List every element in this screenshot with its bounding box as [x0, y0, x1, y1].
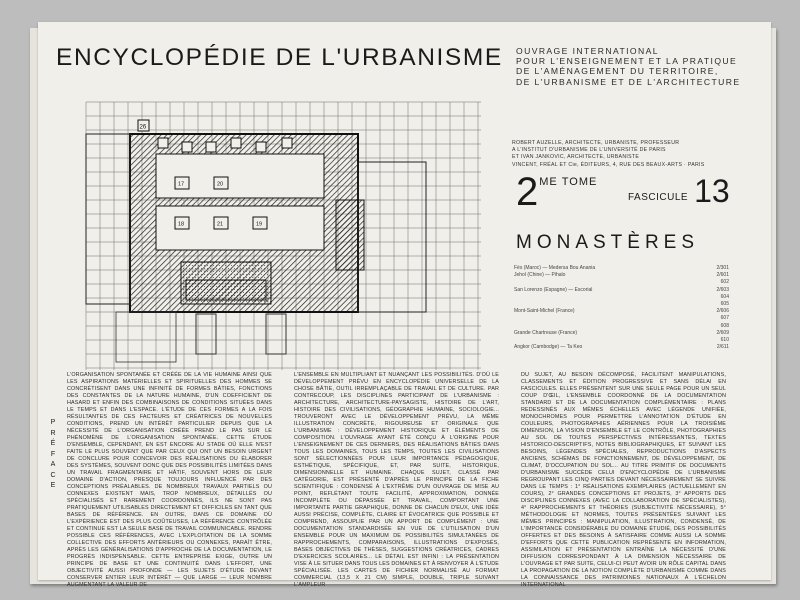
plan-label: 20	[217, 181, 224, 188]
contents-entry: Jehol (Chine) — Pihalo	[514, 272, 566, 279]
credits-line: ET IVAN JANKOVIC, ARCHITECTE, URBANISTE	[512, 154, 640, 161]
plan-label: 17	[178, 181, 185, 188]
contents-page: 2/301	[716, 265, 729, 271]
contents-row	[514, 315, 729, 322]
plan-label: 18	[178, 221, 185, 228]
contents-row	[514, 294, 729, 301]
preface-side-label	[48, 418, 58, 492]
contents-entry: Grande Chartreuse (France)	[514, 329, 578, 336]
tome-label	[516, 172, 597, 212]
contents-page: 2/606	[716, 308, 729, 315]
subtitle-line: DE L'AMÉNAGEMENT DU TERRITOIRE,	[516, 66, 719, 77]
contents-entry: Angkor (Cambodge) — Ta Keo	[514, 344, 583, 351]
contents-row	[514, 337, 729, 344]
contents-entry: Fès (Maroc) — Medersa Bou Anania	[514, 265, 596, 271]
encyclopedia-cover	[38, 22, 771, 588]
credits-block	[512, 140, 762, 169]
fascicule-word: FASCICULE	[628, 192, 689, 203]
contents-page: 2/609	[716, 329, 729, 336]
contents-row	[514, 287, 729, 294]
contents-row	[514, 323, 729, 330]
contents-row	[514, 301, 729, 308]
plan-label: 21	[217, 221, 224, 228]
preface-column: L'ORGANISATION SPONTANÉE ET CRÉÉE DE LA VIE HUMAINE AINSI QUE LES ASPIRATIONS MATÉRIELLES ET SPIRITUELLES DES HOMMES SE CONCRÉTISENT DANS UNE INFINITÉ DE FORMES BÂTIES, FONCTIONS DES CONSTANTES DE LA NATURE HUMAINE, D'UN COEFFICIENT DE HASARD ET ENFIN DES COMBINAISONS DE CONDITIONS SITUÉES DANS LE TEMPS ET DANS L'ESPACE. L'ÉTUDE DE CES FORMES A LA FOIS RÉSULTANTES DE CES FACTEURS ET CRÉATRICES DE NOUVELLES CONDITIONS, PREND UN INTÉRÊT PARTICULIER DEPUIS QUE LA NÉCESSITÉ DE L'ORGANISATION CRÉÉE PREND LE PAS SUR LE PHÉNOMÈNE DE L'ORGANISATION SPONTANÉE. CETTE ÉTUDE D'ENSEMBLE, CEPENDANT, EN EST ENCORE AU STADE OÙ ELLE N'EST FAITE LE PLUS SOUVENT QUE PAR CEUX QUI ONT UN BESOIN URGENT DE CONCLURE POUR CONCEVOIR DES RÉALISATIONS OU ÉLABORER DES SYSTÈMES, SOUVENT DONC QUE DES POSSIBILITÉS LIMITÉES DANS UN TRAVAIL FRAGMENTAIRE ET HÂTIF, SOUVENT HORS DE LEUR DOMAINE D'ACTION, PRESQUE TOUJOURS INFLUENCÉ PAR DES CONCEPTIONS PRÉALABLES. DE NOMBREUX TRAVAUX PARTIELS OU CONNEXES EXISTENT MAIS, TROP NOMBREUX, DÉTAILLÉS OU SPÉCIALISÉS ET RAREMENT COORDONNÉS, ILS NE SONT PAS PRATIQUEMENT UTILISABLES DIRECTEMENT ET DIFFICILES EN TANT QUE BASES DE RÉFÉRENCE. EN OUTRE, DANS CE DOMAINE OÙ L'EXPÉRIENCE EST DES PLUS COÛTEUSES, LA RÉFÉRENCE CONTRÔLÉE ET CONTINUE EST LA SEULE BASE DE TRAVAIL COMMUNICABLE. RENDRE POSSIBLE CES RÉFÉRENCES, AVEC L'EXPLOITATION DE LA SOMME COLLECTIVE DES EFFORTS ANTÉRIEURS OU CONNEXES, PARAÎT ÊTRE, APRÈS LES GÉNÉRALISATIONS D'APPROCHE DE LA DOCUMENTATION, LE PROGRÈS INDISPENSABLE. CETTE ENTREPRISE EXIGE, OUTRE UN PRINCIPE DE BASE ET UNE CONTINUITÉ DANS L'EFFORT, UNE OBJECTIVITÉ AUSSI PROFONDE — LES SUJETS D'ÉTUDE DEVANT CONSERVER ENTIER LEUR INTÉRÊT — QUE LARGE — LEUR NOMBRE AUGMENTANT LA VALEUR DE	[67, 372, 272, 588]
tome-number: 2	[516, 170, 539, 214]
monastery-plan-drawing	[86, 102, 481, 370]
tome-suffix: ME	[539, 176, 558, 188]
contents-page: 605	[720, 301, 729, 307]
tome-word: TOME	[561, 176, 598, 188]
contents-page: 2/601	[716, 272, 729, 279]
side-label-letter: E	[50, 482, 56, 489]
preface-column: L'ENSEMBLE EN MULTIPLIANT ET NUANÇANT LES POSSIBILITÉS. D'OÙ LE DÉVELOPPEMENT PRÉVU EN ENCYCLOPÉDIE UNIVERSELLE DE LA CHOSE BÂTIE, OUTIL IRREMPLAÇABLE DE TRAVAIL ET DE CULTURE. PAR CONTRECOUP, LES DISCIPLINES PARTICIPANT DE L'URBANISME : ARCHITECTURE, ARCHITECTURE-PAYSAGISTE, HISTOIRE DE L'ART, HISTOIRE DES CIVILISATIONS, GÉOGRAPHIE HUMAINE, SOCIOLOGIE... TROUVERONT AVEC LE DÉVELOPPEMENT PRÉVU, LA MÊME ILLUSTRATION CONCRÈTE, RIGOUREUSE ET ORIGINALE QUE L'URBANISME : DÉVELOPPEMENT HISTORIQUE ET ÉLÉMENTS DE COMPOSITION. L'OUVRAGE AYANT ÉTÉ CONÇU À L'ORIGINE POUR L'ENSEIGNEMENT DE CES DERNIERS, DES RÉALISATIONS BÂTIES DANS TOUS LES DOMAINES, TOUS LES TEMPS, TOUTES LES CIVILISATIONS SONT SÉLECTIONNÉES POUR LEUR IMPORTANCE PÉDAGOGIQUE, ESTHÉTIQUE, SPÉCIFIQUE, ET, PAR SUITE, HISTORIQUE, DIMENSIONNELLE ET HUMAINE. CHAQUE SUJET, CLASSÉ PAR CATÉGORIE, EST PRÉSENTÉ D'APRÈS LE PRINCIPE DE LA FICHE SCIENTIFIQUE : CONDENSÉ À L'EXTRÊME D'UN OUVRAGE DE MISE AU POINT, REFLÉTANT TOUTE FACILITÉ, APPROXIMATION, DONNÉE INCOMPLÈTE OU DÉPASSÉE ET TRAVAIL, COMPORTANT UNE IMPORTANTE PARTIE GRAPHIQUE, DONNE DE CHACUN D'EUX, UNE IDÉE AUSSI PRÉCISE, COMPLÈTE, CLAIRE ET ÉVOCATRICE QUE POSSIBLE ET COMPREND, ASSOUPLIE PAR UN APPORT DE COMPLÉMENT : UNE DOCUMENTATION STANDARDISÉE EN VUE DE L'UTILISATION D'UN ENSEMBLE POUR UN MAXIMUM DE POSSIBILITÉS SIMULTANÉES DE RAPPROCHEMENTS, COMPARAISONS, ILLUSTRATIONS D'EXPOSÉS, BASES OBJECTIVES DE THÈSES, SUGGESTIONS CRÉATRICES, CADRES D'EXERCICES SCOLAIRES... LE DÉTAIL EST INFINI : LA PRÉSENTATION VISE À LE SITUER DANS TOUS LES DOMAINES ET À RENVOYER À L'ÉTUDE SPÉCIALISÉE. LES CARTES DE FICHIER NORMALISÉ AU FORMAT COMMERCIAL (13,5 X 21 CM) SIMPLE, DOUBLE, TRIPLE SUIVANT L'AMPLEUR	[294, 372, 499, 588]
plan-label: 26	[139, 124, 147, 131]
subtitle-line: OUVRAGE INTERNATIONAL	[516, 46, 659, 56]
fascicule-number: 13	[694, 173, 730, 209]
credits-line: A L'INSTITUT D'URBANISME DE L'UNIVERSITÉ DE PARIS	[512, 147, 666, 154]
contents-page: 610	[720, 337, 729, 343]
fascicule-label	[628, 174, 730, 208]
subtitle-block	[516, 46, 760, 87]
contents-row	[514, 279, 729, 286]
plan-label: 19	[256, 221, 263, 228]
contents-page: 2/611	[716, 344, 729, 351]
contents-row	[514, 308, 729, 315]
contents-page: 2/603	[716, 286, 729, 293]
contents-row	[514, 272, 729, 279]
contents-row	[514, 330, 729, 337]
side-label-letter: F	[50, 450, 56, 458]
credits-line: ROBERT AUZELLE, ARCHITECTE, URBANISTE, PROFESSEUR	[512, 140, 680, 146]
encyclopedia-title: ENCYCLOPÉDIE DE L'URBANISME	[56, 44, 503, 71]
preface-column: DU SUJET, AU BESOIN DÉCOMPOSÉ, FACILITENT MANIPULATIONS, CLASSEMENTS ET ÉDITION PROGRESSIVE ET SANS DÉLAI EN FASCICULES. ELLES PRÉSENTENT SUR UNE SEULE PAGE POUR UN SEUL COUP D'ŒIL, L'ENSEMBLE COORDONNÉ DE LA DOCUMENTATION STANDARD ET DE LA DOCUMENTATION COMPLÉMENTAIRE : PLANS REDESSINÉS AUX MÊMES ÉCHELLES AVEC LÉGENDE UNIFIÉE, MONOCHROMES POUR PERMETTRE L'ANNOTATION D'ÉTUDE EN COULEURS, PHOTOGRAPHIES AÉRIENNES POUR LA TROISIÈME DIMENSION, LA VISION D'ENSEMBLE ET LE CONTRÔLE, PHOTOGRAPHIES AU SOL DE TOUTES PERSPECTIVES INTÉRESSANTES, TEXTES HISTORICO-DESCRIPTIFS, NOTES BIBLIOGRAPHIQUES, ET SUIVANT LES BESOINS, LÉGENDES SPÉCIALES, REPRODUCTIONS D'ASPECTS ANCIENS, SCHÉMAS DE FONCTIONNEMENT, DE DÉVELOPPEMENT, DE CLIMAT, D'OCCUPATION DU SOL... AU TITRE PRIMITIF DE DOCUMENTS D'URBANISME SUCCÈDE CELUI D'ENCYCLOPÉDIE DE L'URBANISME REGROUPANT LES CINQ PARTIES DEVANT NÉCESSAIREMENT SE SUIVRE DANS LE TEMPS : 1° RÉALISATIONS EXEMPLAIRES (ACTUELLEMENT EN COURS), 2° GRANDES CONCEPTIONS ET PROJETS, 3° APPORTS DES DISCIPLINES CONNEXES (AVEC LA COLLABORATION DE SPÉCIALISTES), 4° RAPPROCHEMENTS ET THÉORIES (SUBJECTIVITÉ NÉCESSAIRE), 5° MÉTHODOLOGIE ET NORMES, TOUTES PRÉSENTÉES SUIVANT LES MÊMES PRINCIPES : MANIPULATION, ILLUSTRATION, CONDENSÉ, DE L'IMPORTANCE CONSIDÉRABLE DU DOMAINE ÉTUDIÉ, DES POSSIBILITÉS OFFERTES ET DES BESOINS À SATISFAIRE COMME AUSSI LA SOMME D'EFFORTS QUE CETTE PUBLICATION REPRÉSENTE EN INFORMATION, ASSIMILATION ET PRÉSENTATION ENTRAÎNE LA NÉCESSITÉ D'UNE DIFFUSION CORRESPONDANT À LA DIMENSION NÉCESSAIRE DE L'OUVRAGE ET PAR SUITE, CELUI-CI PEUT AVOIR UN RÔLE CAPITAL DANS LA PROPAGATION DE LA NOTION COMPLÈTE D'URBANISME COMME DANS LA CONNAISSANCE DES PATRIMOINES NATIONAUX À L'ÉCHELON INTERNATIONAL	[521, 372, 726, 588]
contents-entry: Mont-Saint-Michel (France)	[514, 308, 575, 315]
contents-entry: San Lorenzo (Espagne) — Escorial	[514, 286, 593, 293]
side-label-letter: É	[50, 440, 56, 447]
subtitle-line: DE L'URBANISME ET DE L'ARCHITECTURE	[516, 76, 741, 87]
side-label-letter: A	[50, 461, 56, 468]
subtitle-line: POUR L'ENSEIGNEMENT ET LA PRATIQUE	[516, 56, 738, 67]
subject-title: MONASTÈRES	[516, 232, 700, 253]
contents-row	[514, 265, 729, 272]
side-label-letter: C	[50, 471, 56, 479]
contents-row	[514, 344, 729, 351]
contents-page: 608	[720, 322, 729, 329]
credits-line: VINCENT, FRÉAL ET Cie, ÉDITEURS, 4, RUE DES BEAUX-ARTS · PARIS	[512, 161, 705, 168]
side-label-letter: P	[50, 419, 56, 426]
contents-page: 607	[720, 315, 729, 322]
contents-page: 604	[720, 293, 729, 300]
contents-page: 602	[720, 279, 729, 286]
side-label-letter: R	[50, 429, 56, 437]
